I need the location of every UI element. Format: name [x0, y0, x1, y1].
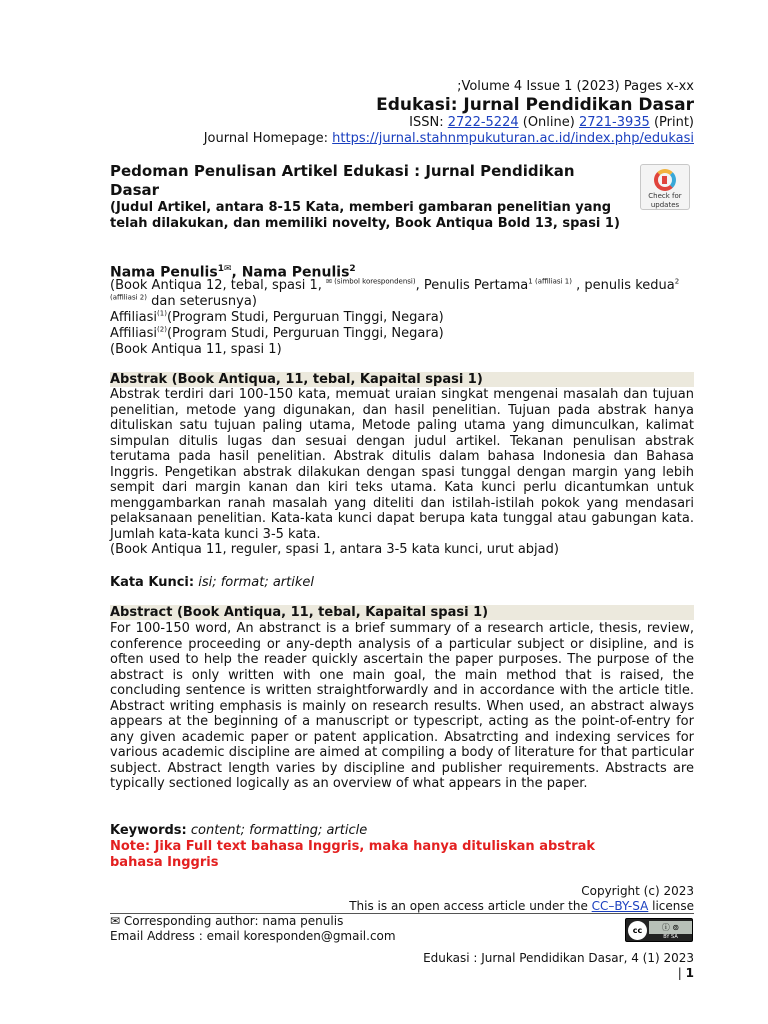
keywords-label: Keywords: [110, 823, 187, 838]
crossmark-line2: updates [650, 201, 680, 209]
by-sa-icon: ⓘ ⊚ [649, 921, 692, 934]
mail-icon: ✉ [223, 264, 232, 274]
crossmark-line1: Check for [648, 192, 682, 200]
abstrak-body [110, 387, 694, 558]
keywords-line [110, 823, 367, 839]
homepage-line [204, 131, 694, 146]
copyright-text: Copyright (c) 2023 [581, 884, 694, 898]
abstract-heading: Abstract (Book Antiqua, 11, tebal, Kapaital spasi 1) [110, 605, 694, 620]
author-1-sup: 1 [217, 264, 224, 274]
corresponding-email: Email Address : email koresponden@gmail.com [110, 929, 396, 943]
envelope-icon: ✉ [110, 914, 121, 928]
author-format-note: (Book Antiqua 12, tebal, spasi 1, $^{✉ (simbol korespondensi)}$, Penulis Pertama$^{1 (affiliasi 1)}$ , penulis kedua$^{2 (affiliasi 2)}$ dan seterusnya) [110, 277, 680, 309]
cc-by-sa-badge[interactable] [625, 918, 693, 942]
page-number: 1 [685, 966, 694, 980]
license-link[interactable]: CC–BY-SA [591, 899, 649, 913]
correspondence-symbol-note: ✉ (simbol korespondensi) [326, 277, 416, 286]
kata-kunci-label: Kata Kunci: [110, 575, 195, 590]
issn-label: ISSN: [409, 115, 448, 130]
check-for-updates-badge[interactable] [640, 164, 690, 210]
author-info [110, 278, 694, 358]
footer-journal: Edukasi : Jurnal Pendidikan Dasar, 4 (1) 2023 [423, 951, 694, 965]
homepage-label: Journal Homepage: [203, 131, 333, 146]
author-2-sup: 2 [349, 264, 356, 274]
issn-print-suffix: (Print) [649, 115, 694, 130]
language-note: Note: Jika Full text bahasa Inggris, maka hanya dituliskan abstrak bahasa Inggris [110, 839, 596, 870]
kata-kunci-line [110, 575, 314, 591]
abstract-body: For 100-150 word, An abstranct is a brief summary of a research article, thesis, review, conference proceeding or any-depth analysis of a particular subject or disipline, and is often used to help the reader quickly ascertain the paper purposes. The purpose of the abstract is only written with one main goal, the main method that is raised, the concluding sentence is written straightforwardly and in accordance with the article title. Abstract writing emphasis is mainly on research results. When used, an abstract always appears at the beginning of a manuscript or typescript, acting as the point-of-entry for any given academic paper or patent application. Absatrcting and indexing services for various academic discipline are aimed at compiling a body of literature for that particular subject. Abstract length varies by discipline and publisher requirements. Abstracts are typically sectioned logically as an overview of what appears in the paper. [110, 621, 694, 791]
affiliation-format-note: (Book Antiqua 11, spasi 1) [110, 342, 282, 357]
issn-line [409, 115, 694, 130]
corresponding-author: ✉ Corresponding author: nama penulis [110, 914, 344, 928]
title-format-note: (Judul Artikel, antara 8-15 Kata, memberi gambaran penelitian yang telah dilakukan, dan memiliki novelty, Book Antiqua Bold 13, spasi 1) [110, 200, 620, 231]
affiliation-1: Affiliasi$^{(1)}$(Program Studi, Perguruan Tinggi, Negara) [110, 309, 444, 325]
abstrak-heading: Abstrak (Book Antiqua, 11, tebal, Kapaital spasi 1) [110, 372, 694, 387]
crossmark-icon [654, 169, 676, 191]
kata-kunci-values: isi; format; artikel [194, 575, 314, 590]
volume-info: ;Volume 4 Issue 1 (2023) Pages x-xx [457, 79, 694, 94]
cc-icon: cc [628, 921, 647, 940]
article-title: Pedoman Penulisan Artikel Edukasi : Jurnal Pendidikan Dasar [110, 162, 575, 199]
issn-online-link[interactable]: 2722-5224 [447, 115, 519, 130]
open-access-line: This is an open access article under the CC–BY-SA license [349, 899, 694, 913]
affiliation-2: Affiliasi$^{(2)}$(Program Studi, Perguruan Tinggi, Negara) [110, 325, 444, 341]
journal-name: Edukasi: Jurnal Pendidikan Dasar [376, 95, 694, 115]
issn-online-suffix: (Online) [518, 115, 579, 130]
page-number-line: | 1 [677, 966, 694, 980]
homepage-link[interactable]: https://jurnal.stahnmpukuturan.ac.id/index.php/edukasi [332, 131, 694, 146]
by-sa-label: BY SA [663, 934, 678, 940]
keywords-values: content; formatting; article [186, 823, 368, 838]
abstrak-format-note: (Book Antiqua 11, reguler, spasi 1, antara 3-5 kata kunci, urut abjad) [110, 542, 559, 557]
author-2-name: Nama Penulis [241, 264, 350, 281]
abstrak-text: Abstrak terdiri dari 100-150 kata, memuat uraian singkat mengenai masalah dan tujuan penelitian, metode yang digunakan, dan hasil penelitian. Tujuan pada abstrak hanya dituliskan satu tujuan paling utama, Metode paling utama yang dimunculkan, kalimat simpulan ditulis lugas dan sesuai dengan judul artikel. Tekanan penulisan abstrak terutama pada hasil penelitian. Abstrak ditulis dalam bahasa Indonesia dan Bahasa Inggris. Pengetikan abstrak dilakukan dengan spasi tunggal dengan margin yang lebih sempit dari margin kanan dan kiri teks utama. Kata kunci perlu dicantumkan untuk menggambarkan ranah masalah yang diteliti dan istilah-istilah pokok yang mendasari pelaksanaan penelitian. Kata-kata kunci dapat berupa kata tunggal atau gabungan kata. Jumlah kata-kata kunci 3-5 kata. [110, 387, 694, 542]
author-separator: , [231, 264, 242, 281]
issn-print-link[interactable]: 2721-3935 [578, 115, 650, 130]
author-1-name: Nama Penulis [110, 264, 218, 281]
